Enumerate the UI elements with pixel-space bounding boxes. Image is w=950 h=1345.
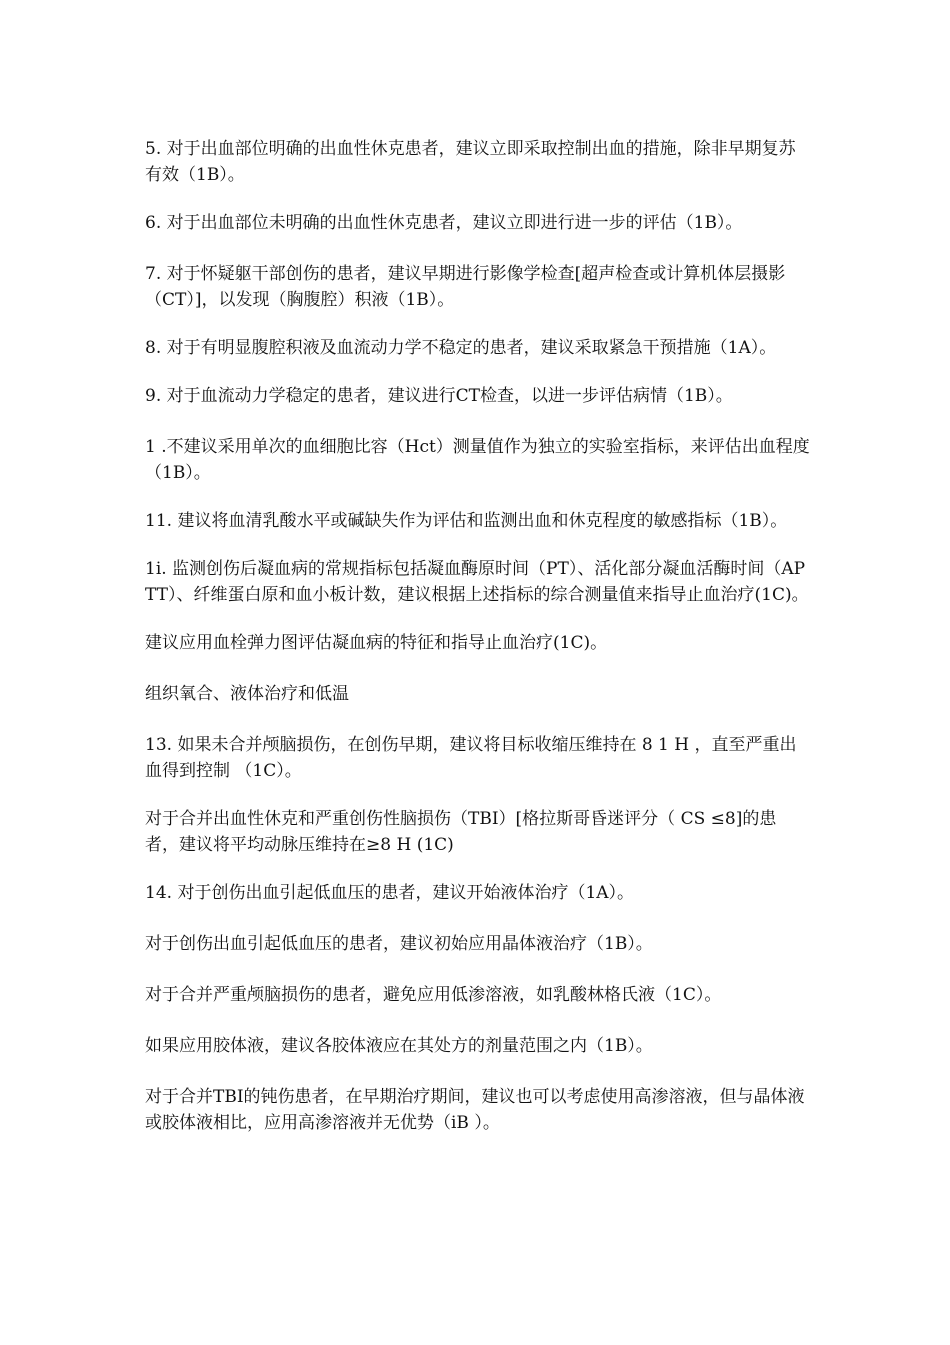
paragraph-12: 1i. 监测创伤后凝血病的常规指标包括凝血酶原时间（PT）、活化部分凝血活酶时间（APTT）、纤维蛋白原和血小板计数，建议根据上述指标的综合测量值来指导止血治疗(1C)。 <box>145 559 809 605</box>
paragraph-9: 9. 对于血流动力学稳定的患者，建议进行CT检查，以进一步评估病情（1B）。 <box>145 386 733 406</box>
paragraph-10: 1 .不建议采用单次的血细胞比容（Hct）测量值作为独立的实验室指标，来评估出血程度（1B）。 <box>145 437 810 483</box>
paragraph-teg: 建议应用血栓弹力图评估凝血病的特征和指导止血治疗(1C)。 <box>145 633 608 653</box>
paragraph-13: 13. 如果未合并颅脑损伤，在创伤早期，建议将目标收缩压维持在 8 1 H ，直至严重出血得到控制 （1C）。 <box>145 735 797 781</box>
document-body <box>145 136 810 1158</box>
paragraph-crystalloid: 对于创伤出血引起低血压的患者，建议初始应用晶体液治疗（1B）。 <box>145 934 653 954</box>
paragraph-tbi-map: 对于合并出血性休克和严重创伤性脑损伤（TBI）[格拉斯哥昏迷评分（ CS ≤8]的患者，建议将平均动脉压维持在≥8 H (1C) <box>145 809 777 855</box>
paragraph-colloid: 如果应用胶体液，建议各胶体液应在其处方的剂量范围之内（1B）。 <box>145 1036 653 1056</box>
paragraph-8: 8. 对于有明显腹腔积液及血流动力学不稳定的患者，建议采取紧急干预措施（1A）。 <box>145 338 777 358</box>
paragraph-hypertonic: 对于合并TBI的钝伤患者，在早期治疗期间，建议也可以考虑使用高渗溶液，但与晶体液或胶体液相比，应用高渗溶液并无优势（iB ）。 <box>145 1087 805 1133</box>
paragraph-6: 6. 对于出血部位未明确的出血性休克患者，建议立即进行进一步的评估（1B）。 <box>145 213 743 233</box>
section-heading: 组织氧合、液体治疗和低温 <box>145 684 349 704</box>
paragraph-hypotonic: 对于合并严重颅脑损伤的患者，避免应用低渗溶液，如乳酸林格氏液（1C）。 <box>145 985 722 1005</box>
paragraph-5: 5. 对于出血部位明确的出血性休克患者，建议立即采取控制出血的措施，除非早期复苏有效（1B）。 <box>145 139 796 185</box>
paragraph-11: 11. 建议将血清乳酸水平或碱缺失作为评估和监测出血和休克程度的敏感指标（1B）。 <box>145 511 788 531</box>
paragraph-7: 7. 对于怀疑躯干部创伤的患者，建议早期进行影像学检查[超声检查或计算机体层摄影（CT）]，以发现（胸腹腔）积液（1B）。 <box>145 264 786 310</box>
paragraph-14: 14. 对于创伤出血引起低血压的患者，建议开始液体治疗（1A）。 <box>145 883 635 903</box>
